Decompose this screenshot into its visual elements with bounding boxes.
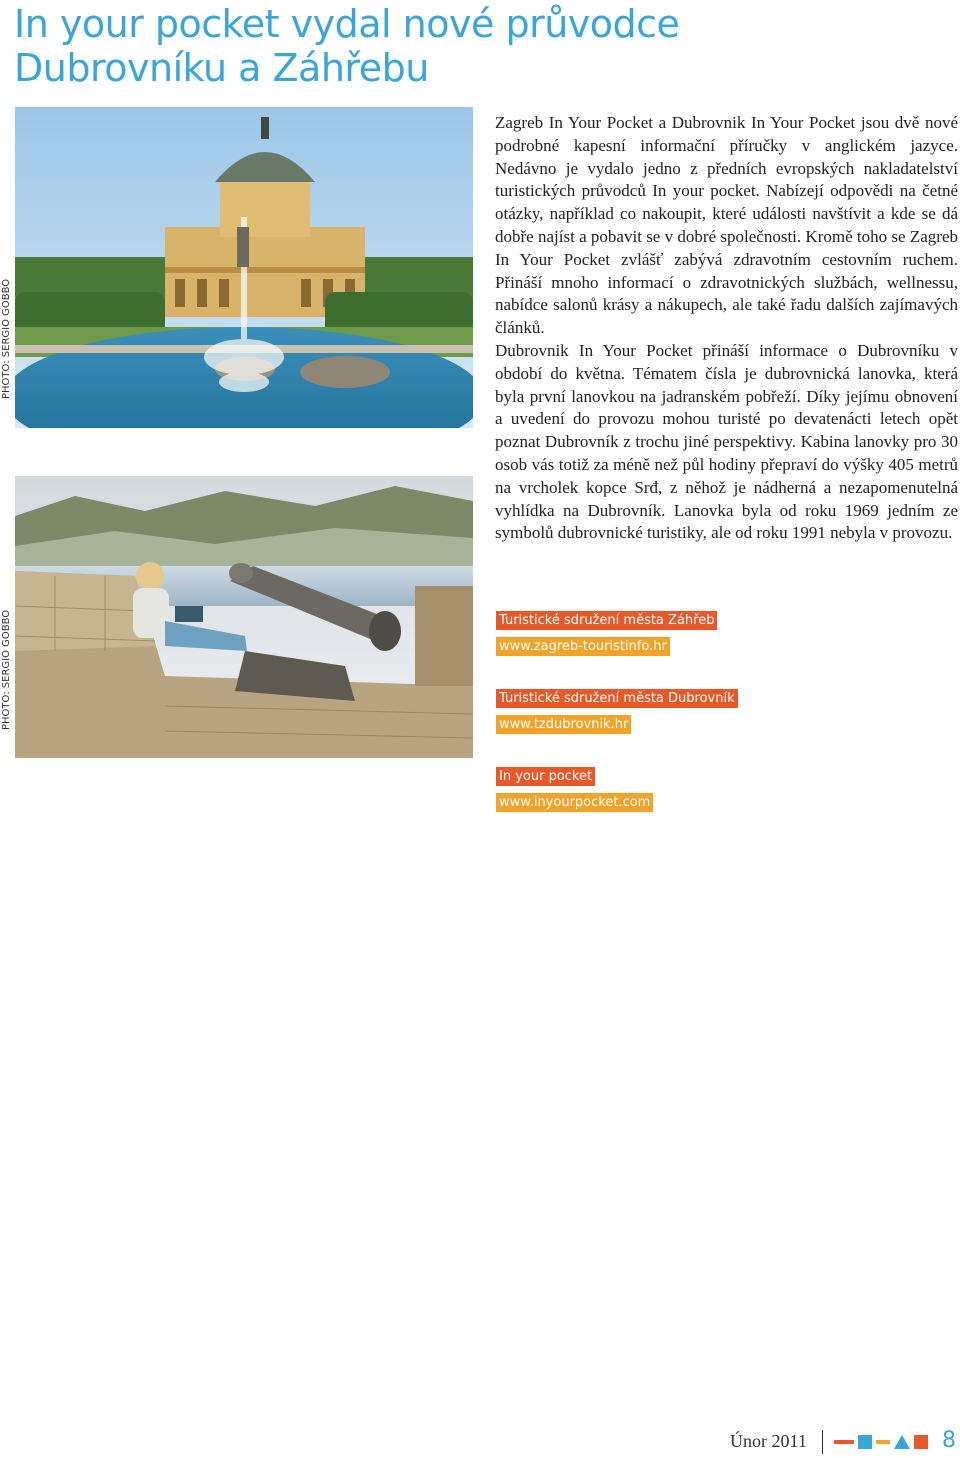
page-footer	[730, 1427, 960, 1455]
contact-inyourpocket	[496, 767, 896, 819]
article-body	[495, 112, 958, 545]
contacts-list	[496, 611, 896, 845]
article-title-line1: In your pocket vydal nové průvodce	[14, 2, 680, 46]
contact-name: Turistické sdružení města Záhřeb	[496, 611, 717, 630]
issue-date: Únor 2011	[730, 1431, 807, 1451]
contact-name: Turistické sdružení města Dubrovník	[496, 689, 738, 708]
photo-credit-1: PHOTO: SERGIO GOBBO	[1, 278, 12, 399]
article-paragraph-1: Zagreb In Your Pocket a Dubrovnik In Your Pocket jsou dvě nové podrobné kapesní informační příručky v anglickém jazyce. Nedávno je vydalo jedno z předních evropských nakladatelství turistických průvodců In your pocket. Nabízejí odpovědi na četné otázky, například co nakoupit, které události navštívit a kde se dá dobře najíst a pobavit se v dobré společnosti. Kromě toho se Zagreb In Your Pocket zvlášť zabývá zdravotním cestovním ruchem. Přináší mnoho informací o zdravotnických službách, wellnessu, nabídce salonů krásy a nákupech, ale také řadu dalších zajímavých článků.	[495, 113, 958, 338]
pavilion-fountain-photo	[15, 107, 473, 428]
contact-name: In your pocket	[496, 767, 595, 786]
photo-credit-2: PHOTO: SERGIO GOBBO	[1, 609, 12, 730]
footer-separator	[822, 1430, 823, 1454]
page-number: 8	[942, 1428, 956, 1453]
contact-url-link[interactable]: www.tzdubrovnik.hr	[496, 715, 631, 734]
article-title	[14, 2, 914, 90]
contact-url-link[interactable]: www.inyourpocket.com	[496, 793, 653, 812]
contact-dubrovnik	[496, 689, 896, 741]
magazine-logo-icon	[834, 1431, 930, 1458]
contact-url-link[interactable]: www.zagreb-touristinfo.hr	[496, 637, 670, 656]
article-paragraph-2: Dubrovnik In Your Pocket přináší informace o Dubrovníku v období do května. Tématem čísla je dubrovnická lanovka, která byla první lanovkou na jadranském pobřeží. Díky jejímu obnovení a uvedení do provozu mohou turisté po devatenácti letech opět poznat Dubrovník z trochu jiné perspektivy. Kabina lanovky pro 30 osob vás totiž za méně než půl hodiny přepraví do výšky 405 metrů na vrcholek kopce Srđ, z něhož je nádherná a nezapomenutelná vyhlídka na Dubrovník. Lanovka byla od roku 1969 jedním ze symbolů dubrovnické turistiky, ale od roku 1991 nebyla v provozu.	[495, 340, 958, 543]
cannon-fortress-photo	[15, 476, 473, 758]
contact-zagreb	[496, 611, 896, 663]
article-title-line2: Dubrovníku a Záhřebu	[14, 46, 429, 90]
